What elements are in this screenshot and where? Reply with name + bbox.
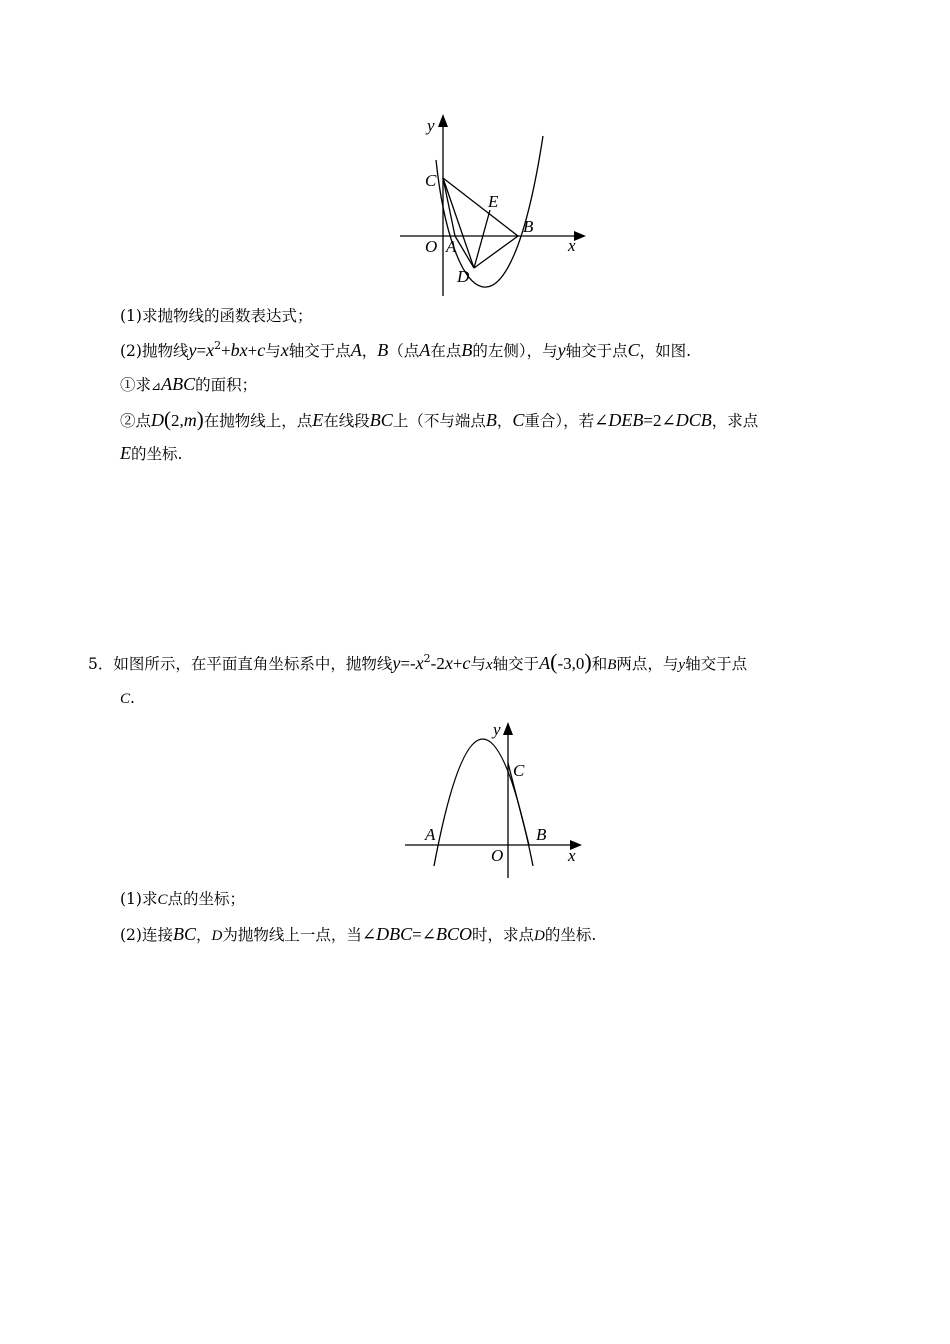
fig1-y-arrow	[438, 114, 448, 127]
fig2-label-b: B	[536, 825, 547, 844]
fig1-label-e: E	[488, 192, 499, 211]
p4-subquestion-2: ②点D(2,m)在抛物线上，点E在线段BC上（不与端点B，C重合），若∠DEB=2∠DCB，求点	[120, 407, 759, 431]
p4-subquestion-2-cont: E的坐标.	[120, 443, 183, 463]
fig1-segment-de	[474, 210, 490, 268]
p5-question-1: (1)求C点的坐标；	[120, 890, 245, 908]
p4-question-1: (1)求抛物线的函数表达式；	[120, 307, 313, 325]
fig1-label-o: O	[425, 237, 438, 256]
p5-statement-cont: C.	[120, 689, 135, 707]
fig1-label-x: x	[568, 236, 576, 255]
fig1-label-a: A	[446, 237, 457, 256]
fig2-label-x: x	[568, 846, 576, 865]
fig2-label-o: O	[491, 846, 504, 865]
fig2-label-a: A	[425, 825, 436, 844]
fig1-segment-cb	[443, 178, 518, 236]
p4-question-2: (2)抛物线$y=x^2+bx+c$与x轴交于点A，B（点A在点B的左侧），与y轴交于点C，如图.	[120, 339, 692, 360]
fig2-label-c: C	[513, 761, 525, 780]
p5-statement: 5．如图所示，在平面直角坐标系中，抛物线$y=-x^2-2x+c$与x轴交于A(-3,0)和B两点，与y轴交于点	[88, 649, 748, 674]
fig1-label-y: y	[427, 116, 435, 135]
fig1-segment-db	[474, 236, 518, 268]
fig1-label-d: D	[457, 267, 470, 286]
p5-question-2: (2)连接BC，D为抛物线上一点，当∠DBC=∠BCO时，求点D的坐标.	[120, 924, 597, 944]
fig1-label-c: C	[425, 171, 437, 190]
fig1-label-b: B	[523, 217, 534, 236]
fig2-y-arrow	[503, 722, 513, 735]
figure-1	[395, 112, 595, 302]
figure-2	[398, 715, 593, 880]
fig2-label-y: y	[493, 720, 501, 739]
fig1-x-arrow	[574, 231, 586, 241]
p4-subquestion-1: ①求⊿ABC的面积；	[120, 374, 258, 394]
